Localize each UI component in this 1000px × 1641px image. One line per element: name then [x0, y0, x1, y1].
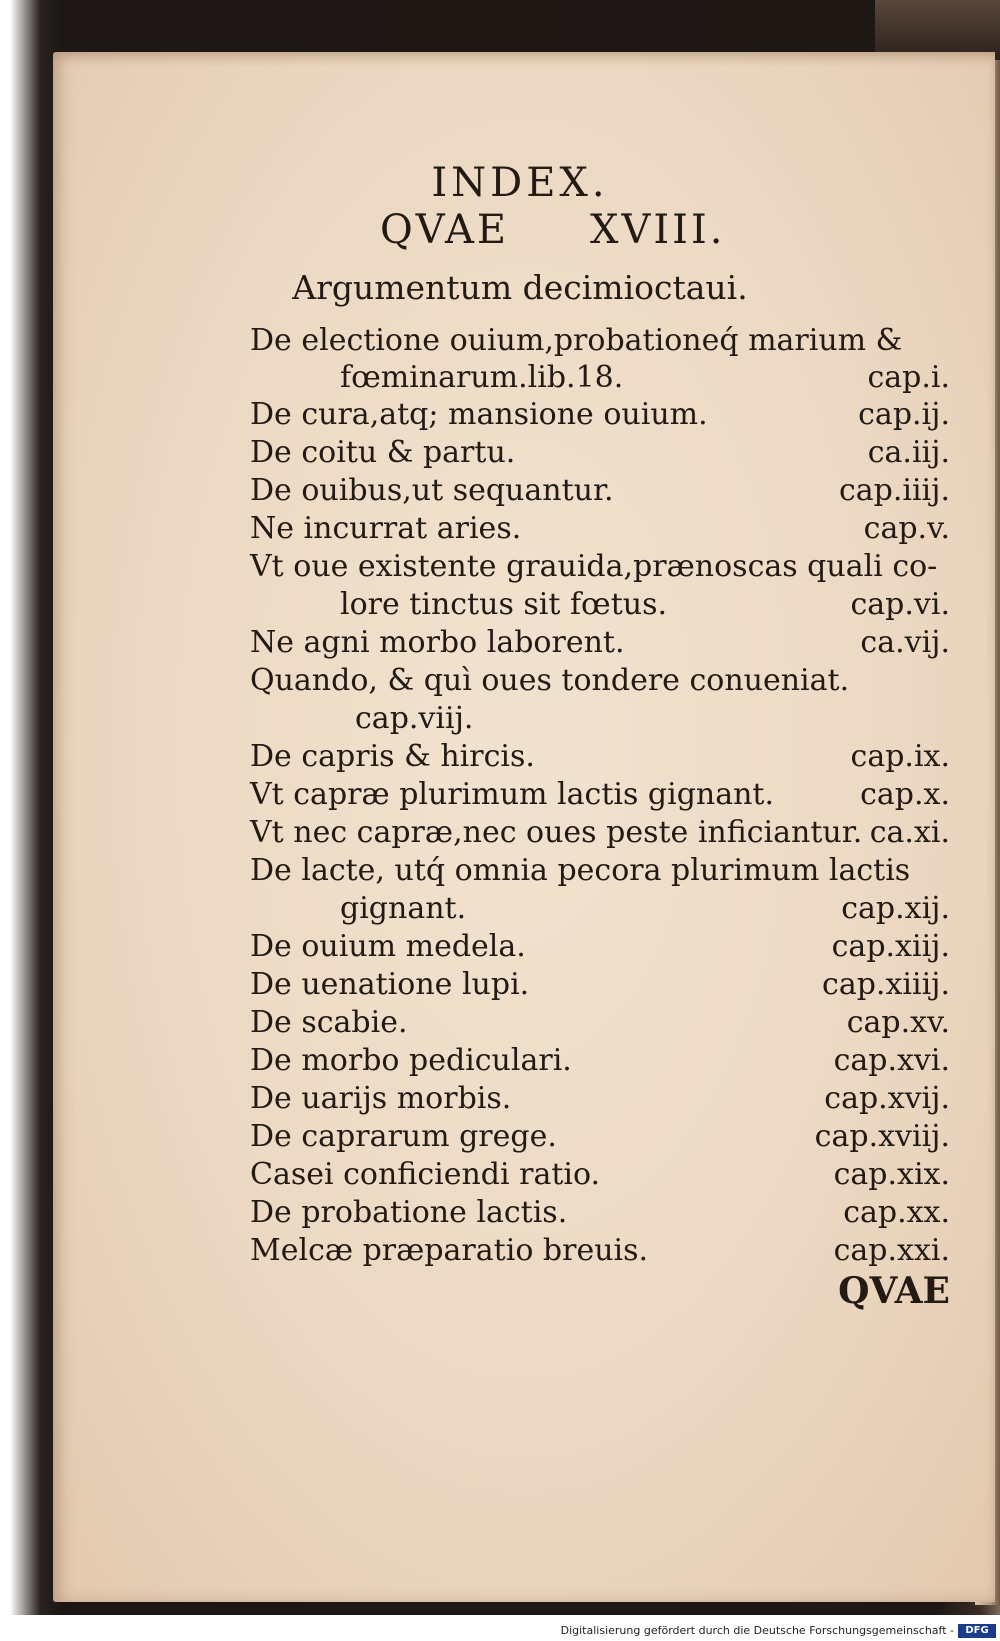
toc-line: [250, 1118, 950, 1156]
toc-line: [340, 890, 950, 928]
toc-chapter: cap.ij.: [858, 397, 950, 432]
toc-line: [250, 510, 950, 548]
toc-title: De uarijs morbis.: [250, 1081, 512, 1116]
toc-line: [250, 1194, 950, 1232]
toc-chapter: cap.v.: [863, 511, 950, 546]
toc-line: [250, 776, 950, 814]
argument-heading: Argumentum decimioctaui.: [292, 268, 748, 307]
toc-title: gignant.: [340, 891, 467, 926]
toc-title: Casei conficiendi ratio.: [250, 1157, 601, 1192]
toc-title: Ne agni morbo laborent.: [250, 625, 625, 660]
toc-line: [250, 1004, 950, 1042]
toc-title: De ouibus,ut sequantur.: [250, 473, 614, 508]
toc-title: De scabie.: [250, 1005, 408, 1040]
toc-title: Ne incurrat aries.: [250, 511, 522, 546]
toc-title: De uenatione lupi.: [250, 967, 530, 1002]
toc-title: De cura,atq; mansione ouium.: [250, 397, 708, 432]
toc-chapter: cap.x.: [860, 777, 950, 812]
toc-chapter: cap.xx.: [843, 1195, 950, 1230]
toc-title: cap.viij.: [355, 701, 474, 736]
toc-line: [250, 1232, 950, 1270]
toc-chapter: cap.xxi.: [833, 1233, 950, 1268]
toc-line: [250, 966, 950, 1004]
toc-line: [355, 700, 950, 738]
toc-line: [250, 624, 950, 662]
quae-heading: QVAE: [380, 207, 510, 253]
toc-line: [340, 359, 950, 397]
toc-chapter: ca.vij.: [860, 625, 950, 660]
toc-chapter: cap.vi.: [850, 587, 950, 622]
toc-line: [250, 852, 950, 890]
toc-title: De electione ouium,probationeq́ marium &: [250, 323, 903, 358]
toc-title: Quando, & quì oues tondere conueniat.: [250, 663, 850, 698]
toc-line: [250, 1042, 950, 1080]
toc-title: De coitu & partu.: [250, 435, 516, 470]
toc-line: [250, 928, 950, 966]
catchword: QVAE: [838, 1270, 950, 1312]
digitization-credit: Digitalisierung gefördert durch die Deutsche Forschungsgemeinschaft -: [560, 1624, 954, 1637]
toc-line: [250, 548, 950, 586]
toc-title: De ouium medela.: [250, 929, 526, 964]
toc-chapter: cap.xvij.: [824, 1081, 950, 1116]
toc-title: De probatione lactis.: [250, 1195, 568, 1230]
toc-chapter: cap.xix.: [833, 1157, 950, 1192]
dfg-logo: DFG: [958, 1624, 996, 1638]
toc-chapter: cap.xij.: [841, 891, 950, 926]
toc-line: [250, 434, 950, 472]
toc-chapter: cap.xviij.: [814, 1119, 950, 1154]
toc-title: De capris & hircis.: [250, 739, 535, 774]
toc-chapter: cap.xvi.: [833, 1043, 950, 1078]
book-number: XVIII.: [590, 207, 726, 253]
toc-chapter: cap.xv.: [846, 1005, 950, 1040]
toc-line: [250, 662, 950, 700]
toc-chapter: cap.xiiij.: [822, 967, 950, 1002]
toc-title: De morbo pediculari.: [250, 1043, 572, 1078]
catchword-line: [250, 1272, 950, 1310]
toc-chapter: ca.xi.: [869, 815, 950, 850]
toc-line: [250, 1080, 950, 1118]
toc-line: [250, 322, 950, 360]
toc-title: Melcæ præparatio breuis.: [250, 1233, 649, 1268]
toc-title: Vt nec capræ,nec oues peste inficiantur.: [250, 815, 863, 850]
toc-title: fœminarum.lib.18.: [340, 360, 624, 395]
toc-line: [250, 472, 950, 510]
toc-chapter: cap.iiij.: [838, 473, 950, 508]
toc-chapter: cap.i.: [867, 360, 950, 395]
toc-chapter: ca.iij.: [867, 435, 950, 470]
index-heading: INDEX.: [431, 160, 609, 206]
toc-title: De caprarum grege.: [250, 1119, 557, 1154]
toc-line: [340, 586, 950, 624]
toc-line: [250, 396, 950, 434]
toc-title: De lacte, utq́ omnia pecora plurimum lactis: [250, 853, 911, 888]
toc-title: lore tinctus sit fœtus.: [340, 587, 668, 622]
toc-chapter: cap.ix.: [850, 739, 950, 774]
toc-title: Vt capræ plurimum lactis gignant.: [250, 777, 775, 812]
toc-line: [250, 814, 950, 852]
scan-edge-strip: [875, 0, 1000, 60]
toc-title: Vt oue existente grauida,prænoscas quali co-: [250, 549, 938, 584]
toc-line: [250, 738, 950, 776]
toc-line: [250, 1156, 950, 1194]
toc-chapter: cap.xiij.: [831, 929, 950, 964]
